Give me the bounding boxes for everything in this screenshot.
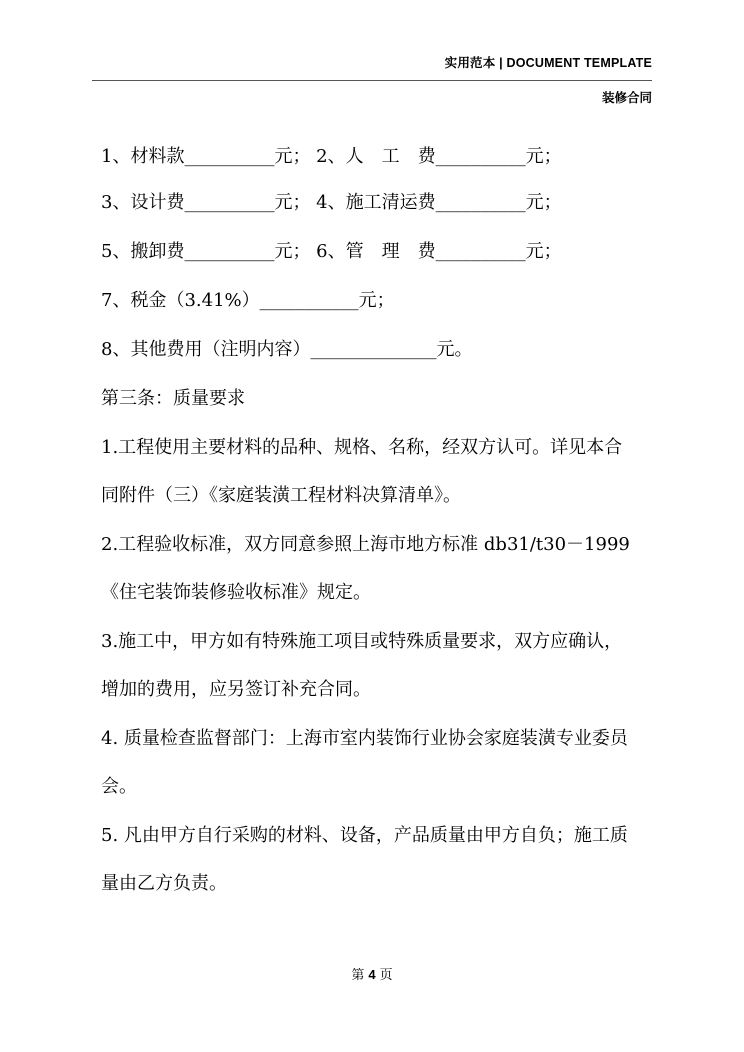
page-suffix: 页	[379, 968, 393, 983]
fee-line-2: 3、设计费__________元； 4、施工清运费__________元；	[101, 192, 562, 213]
clause-2-line-2: 《住宅装饰装修验收标准》规定。	[101, 582, 371, 603]
fee-line-5: 8、其他费用（注明内容）______________元。	[101, 339, 473, 360]
page-prefix: 第	[351, 968, 365, 983]
clause-1-line-1: 1.工程使用主要材料的品种、规格、名称，经双方认可。详见本合	[101, 437, 623, 458]
fee-line-4: 7、税金（3.41%）___________元；	[101, 290, 395, 311]
clause-5-line-1: 5. 凡由甲方自行采购的材料、设备，产品质量由甲方自负；施工质	[101, 825, 628, 846]
header-divider	[92, 80, 652, 81]
fee-line-3: 5、搬卸费__________元； 6、管 理 费__________元；	[101, 241, 562, 262]
page-footer	[0, 964, 744, 983]
clause-4-line-1: 4. 质量检查监督部门：上海市室内装饰行业协会家庭装潢专业委员	[101, 728, 628, 749]
clause-2-line-1: 2.工程验收标准，双方同意参照上海市地方标准 db31/t30－1999	[101, 534, 630, 555]
header-subtitle: 装修合同	[601, 91, 652, 105]
fee-line-1: 1、材料款__________元； 2、人 工 费__________元；	[101, 146, 562, 167]
clause-3-line-1: 3.施工中，甲方如有特殊施工项目或特殊质量要求，双方应确认，	[101, 631, 623, 652]
clause-5-line-2: 量由乙方负责。	[101, 873, 227, 894]
header-title: 实用范本 | DOCUMENT TEMPLATE	[444, 56, 652, 70]
clause-4-line-2: 会。	[101, 776, 137, 797]
clause-3-line-2: 增加的费用，应另签订补充合同。	[101, 679, 371, 700]
section-heading: 第三条：质量要求	[101, 388, 245, 409]
clause-1-line-2: 同附件（三）《家庭装潢工程材料决算清单》。	[101, 485, 461, 506]
page-number: 4	[368, 967, 376, 982]
